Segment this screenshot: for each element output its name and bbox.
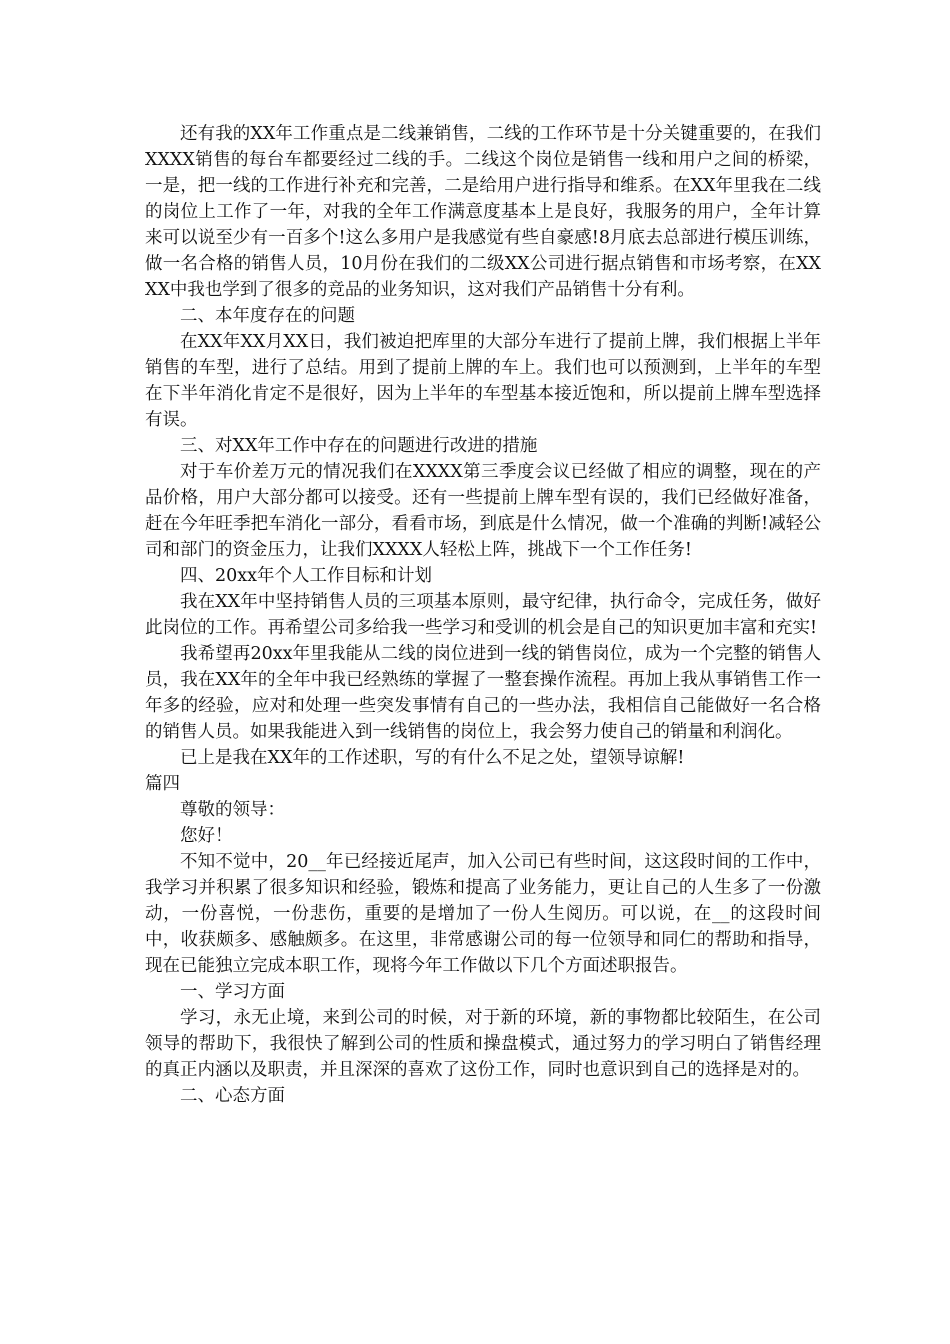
paragraph-second-line-sales: 还有我的XX年工作重点是二线兼销售，二线的工作环节是十分关键重要的，在我们XXXX销售的每台车都要经过二线的手。二线这个岗位是销售一线和用户之间的桥梁，一是，把一线的工作进行补充和完善，二是给用户进行指导和维系。在XX年里我在二线的岗位上工作了一年，对我的全年工作满意度基本上是良好，我服务的用户，全年计算来可以说至少有一百多个!这么多用户是我感觉有些自豪感!8月底去总部进行模压训练，做一名合格的销售人员，10月份在我们的二级XX公司进行据点销售和市场考察，在XXXX中我也学到了很多的竞品的业务知识，这对我们产品销售十分有利。 [145, 124, 821, 300]
paragraph-price-adjustment: 对于车价差万元的情况我们在XXXX第三季度会议已经做了相应的调整，现在的产品价格，用户大部分都可以接受。还有一些提前上牌车型有误的，我们已经做好准备，赶在今年旺季把车消化一部分，看看市场，到底是什么情况，做一个准确的判断!减轻公司和部门的资金压力，让我们XXXX人轻松上阵，挑战下一个工作任务! [145, 462, 821, 560]
paragraph-learning: 学习，永无止境，来到公司的时候，对于新的环境，新的事物都比较陌生，在公司领导的帮助下，我很快了解到公司的性质和操盘模式，通过努力的学习明白了销售经理的真正内涵以及职责，并且深深的喜欢了这份工作，同时也意识到自己的选择是对的。 [145, 1008, 821, 1080]
section-title: 篇四 [145, 774, 180, 794]
greeting: 您好！ [180, 826, 233, 846]
heading-learning: 一、学习方面 [180, 982, 285, 1002]
paragraph-closing: 已上是我在XX年的工作述职，写的有什么不足之处，望领导谅解! [180, 748, 685, 768]
salutation: 尊敬的领导： [180, 800, 285, 820]
paragraph-early-registration: 在XX年XX月XX日，我们被迫把库里的大部分车进行了提前上牌，我们根据上半年销售的车型，进行了总结。用到了提前上牌的车上。我们也可以预测到，上半年的车型在下半年消化肯定不是很好，因为上半年的车型基本接近饱和，所以提前上牌车型选择有误。 [145, 332, 821, 430]
paragraph-principles: 我在XX年中坚持销售人员的三项基本原则，最守纪律，执行命令，完成任务，做好此岗位的工作。再希望公司多给我一些学习和受训的机会是自己的知识更加丰富和充实! [145, 592, 821, 638]
paragraph-introduction: 不知不觉中，20__年已经接近尾声，加入公司已有些时间，这这段时间的工作中，我学习并积累了很多知识和经验，锻炼和提高了业务能力，更让自己的人生多了一份激动，一份喜悦，一份悲伤，重要的是增加了一份人生阅历。可以说，在__的这段时间中，收获颇多、感触颇多。在这里，非常感谢公司的每一位领导和同仁的帮助和指导，现在已能独立完成本职工作，现将今年工作做以下几个方面述职报告。 [145, 852, 821, 976]
heading-improvements: 三、对XX年工作中存在的问题进行改进的措施 [180, 436, 538, 456]
heading-issues: 二、本年度存在的问题 [180, 306, 355, 326]
document-body [145, 121, 821, 1109]
heading-mindset: 二、心态方面 [180, 1086, 285, 1106]
paragraph-hope: 我希望再20xx年里我能从二线的岗位进到一线的销售岗位，成为一个完整的销售人员，我在XX年的全年中我已经熟练的掌握了一整套操作流程。再加上我从事销售工作一年多的经验，应对和处理一些突发事情有自己的一些办法，我相信自己能做好一名合格的销售人员。如果我能进入到一线销售的岗位上，我会努力使自己的销量和利润化。 [145, 644, 821, 742]
heading-goals: 四、20xx年个人工作目标和计划 [180, 566, 433, 586]
